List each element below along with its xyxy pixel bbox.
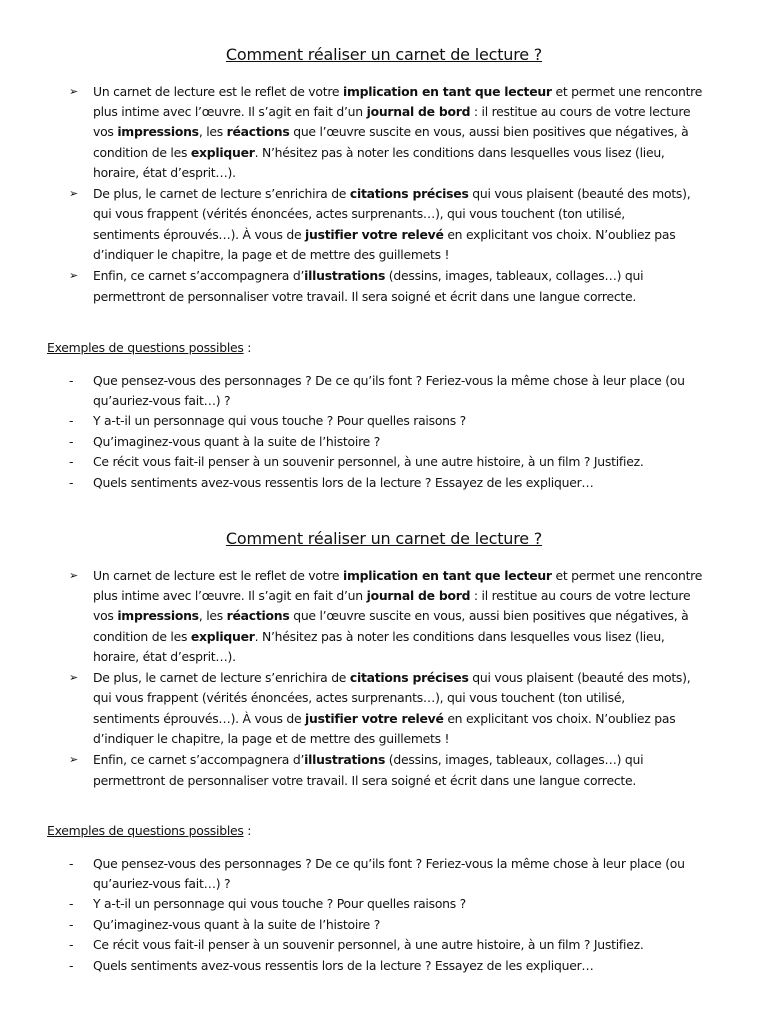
list-item: - Quels sentiments avez-vous ressentis lors de la lecture ? Essayez de les expliquer… — [93, 956, 733, 976]
arrow-bullet-icon: ➢ — [69, 671, 78, 684]
dash-bullet: - — [69, 434, 74, 449]
bullet-item: ➢ De plus, le carnet de lecture s’enrichira de citations précises qui vous plaisent (beauté des mots), — [93, 184, 733, 204]
bullet-line: d’indiquer le chapitre, la page et de mettre des guillemets ! — [93, 247, 450, 262]
arrow-bullet-icon: ➢ — [69, 85, 78, 98]
bullet-line: permettront de personnaliser votre travail. Il sera soigné et écrit dans une langue correcte. — [93, 773, 637, 788]
examples-heading: Exemples de questions possibles : — [47, 340, 252, 355]
list-item: - Qu’imaginez-vous quant à la suite de l’histoire ? — [93, 432, 733, 452]
arrow-bullet-icon: ➢ — [69, 269, 78, 282]
bullet-item: ➢ Enfin, ce carnet s’accompagnera d’illustrations (dessins, images, tableaux, collages…) qui — [93, 266, 733, 286]
dash-bullet: - — [69, 937, 74, 952]
list-item-continuation: qu’auriez-vous fait…) ? — [93, 393, 231, 408]
bullet-line: horaire, état d’esprit…). — [93, 165, 236, 180]
dash-bullet: - — [69, 413, 74, 428]
arrow-bullet-icon: ➢ — [69, 187, 78, 200]
list-item-continuation: qu’auriez-vous fait…) ? — [93, 876, 231, 891]
examples-heading: Exemples de questions possibles : — [47, 823, 252, 838]
bullet-line: sentiments éprouvés…). À vous de justifier votre relevé en explicitant vos choix. N’oubliez pas — [93, 227, 676, 242]
bullet-item: ➢ Enfin, ce carnet s’accompagnera d’illustrations (dessins, images, tableaux, collages…) qui — [93, 750, 733, 770]
bullet-line: permettront de personnaliser votre travail. Il sera soigné et écrit dans une langue correcte. — [93, 289, 637, 304]
bullet-line: vos impressions, les réactions que l’œuvre suscite en vous, aussi bien positives que négatives, à — [93, 608, 689, 623]
bullet-line: d’indiquer le chapitre, la page et de mettre des guillemets ! — [93, 731, 450, 746]
bullet-item: ➢ Un carnet de lecture est le reflet de votre implication en tant que lecteur et permet une rencontre — [93, 566, 733, 586]
section-title: Comment réaliser un carnet de lecture ? — [225, 529, 543, 548]
section-title: Comment réaliser un carnet de lecture ? — [225, 45, 543, 64]
dash-bullet: - — [69, 475, 74, 490]
bullet-line: horaire, état d’esprit…). — [93, 649, 236, 664]
dash-bullet: - — [69, 958, 74, 973]
bullet-line: qui vous frappent (vérités énoncées, actes surprenants…), qui vous touchent (ton utilisé, — [93, 206, 625, 221]
bullet-line: plus intime avec l’œuvre. Il s’agit en fait d’un journal de bord : il restitue au cours de votre lecture — [93, 104, 691, 119]
list-item: - Y a-t-il un personnage qui vous touche ? Pour quelles raisons ? — [93, 894, 733, 914]
dash-bullet: - — [69, 917, 74, 932]
bullet-line: condition de les expliquer. N’hésitez pas à noter les conditions dans lesquelles vous lisez (lieu, — [93, 145, 665, 160]
bullet-item: ➢ De plus, le carnet de lecture s’enrichira de citations précises qui vous plaisent (beauté des mots), — [93, 668, 733, 688]
list-item: - Que pensez-vous des personnages ? De ce qu’ils font ? Feriez-vous la même chose à leur place (ou — [93, 854, 733, 874]
list-item: - Ce récit vous fait-il penser à un souvenir personnel, à une autre histoire, à un film ? Justifiez. — [93, 452, 733, 472]
list-item: - Y a-t-il un personnage qui vous touche ? Pour quelles raisons ? — [93, 411, 733, 431]
list-item: - Qu’imaginez-vous quant à la suite de l’histoire ? — [93, 915, 733, 935]
bullet-line: vos impressions, les réactions que l’œuvre suscite en vous, aussi bien positives que négatives, à — [93, 124, 689, 139]
dash-bullet: - — [69, 454, 74, 469]
bullet-line: condition de les expliquer. N’hésitez pas à noter les conditions dans lesquelles vous lisez (lieu, — [93, 629, 665, 644]
bullet-line: sentiments éprouvés…). À vous de justifier votre relevé en explicitant vos choix. N’oubliez pas — [93, 711, 676, 726]
arrow-bullet-icon: ➢ — [69, 569, 78, 582]
dash-bullet: - — [69, 373, 74, 388]
bullet-line: qui vous frappent (vérités énoncées, actes surprenants…), qui vous touchent (ton utilisé, — [93, 690, 625, 705]
dash-bullet: - — [69, 896, 74, 911]
bullet-item: ➢ Un carnet de lecture est le reflet de votre implication en tant que lecteur et permet une rencontre — [93, 82, 733, 102]
arrow-bullet-icon: ➢ — [69, 753, 78, 766]
list-item: - Que pensez-vous des personnages ? De ce qu’ils font ? Feriez-vous la même chose à leur place (ou — [93, 371, 733, 391]
list-item: - Ce récit vous fait-il penser à un souvenir personnel, à une autre histoire, à un film ? Justifiez. — [93, 935, 733, 955]
bullet-line: plus intime avec l’œuvre. Il s’agit en fait d’un journal de bord : il restitue au cours de votre lecture — [93, 588, 691, 603]
dash-bullet: - — [69, 856, 74, 871]
list-item: - Quels sentiments avez-vous ressentis lors de la lecture ? Essayez de les expliquer… — [93, 473, 733, 493]
